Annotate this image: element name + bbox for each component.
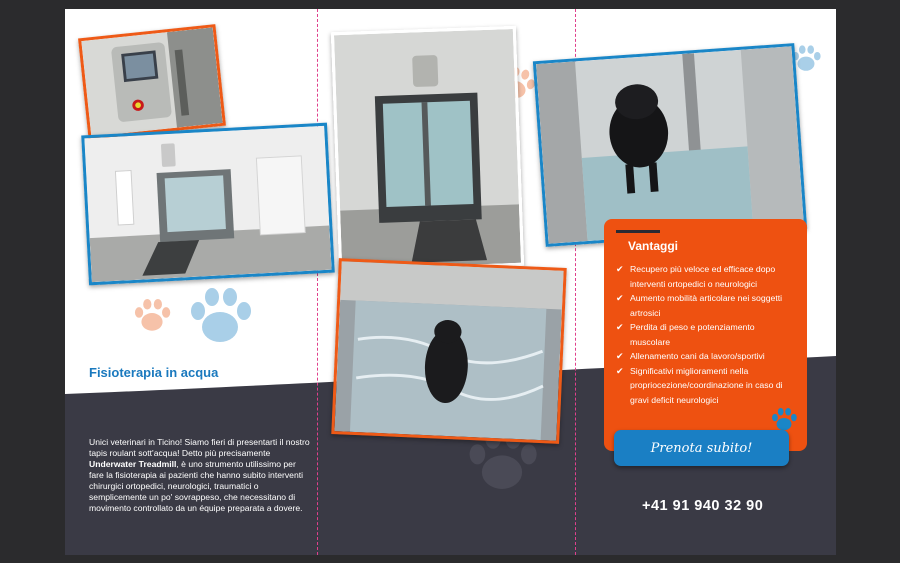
check-icon: ✔	[616, 293, 624, 303]
heading-accent-bar	[616, 230, 660, 233]
photo-treadmill-front	[331, 26, 524, 272]
intro-text-1: Unici veterinari in Ticino! Siamo fieri di presentarti il nostro tapis roulant sott'acqua! Detto più precisamente	[89, 437, 310, 458]
benefits-list	[616, 262, 795, 407]
intro-text-bold: Underwater Treadmill	[89, 459, 177, 469]
benefit-text: Allenamento cani da lavoro/sportivi	[630, 351, 765, 361]
list-item	[616, 320, 795, 349]
phone-number[interactable]: +41 91 940 32 90	[642, 498, 764, 514]
photo-dog-swimming	[331, 258, 566, 444]
check-icon: ✔	[616, 365, 624, 376]
brochure-sheet	[65, 9, 836, 555]
benefit-text: Aumento mobilità articolare nei soggetti artrosici	[630, 293, 783, 318]
list-item	[616, 262, 795, 291]
paw-icon	[186, 287, 254, 347]
book-now-button[interactable]: Prenota subito!	[614, 430, 789, 466]
benefit-text: Significativi miglioramenti nella propriocezione/coordinazione in caso di gravi deficit neurologici	[630, 365, 783, 405]
photo-control-panel	[78, 24, 226, 140]
benefits-heading: Vantaggi	[628, 239, 679, 253]
intro-text-2: , è uno strumento utilissimo per fare la fisioterapia ai pazienti che hanno subito interventi chirurgici ortopedici, neurologici, traumatici o semplicemente un po' sovrappeso, che necessitano di movimento controllato da un équipe preparata a dovere.	[89, 459, 304, 513]
list-item	[616, 349, 795, 364]
photo-dog-treadmill	[533, 43, 807, 247]
photo-treadmill-room	[81, 123, 335, 286]
check-icon: ✔	[616, 322, 624, 332]
paw-icon	[132, 298, 172, 334]
section-title: Fisioterapia in acqua	[89, 365, 219, 380]
benefit-text: Recupero più veloce ed efficace dopo interventi ortopedici o neurologici	[630, 264, 776, 289]
check-icon: ✔	[616, 351, 624, 361]
list-item	[616, 364, 795, 408]
intro-paragraph	[89, 437, 311, 514]
check-icon: ✔	[616, 264, 624, 274]
list-item	[616, 291, 795, 320]
fold-line-1	[317, 9, 318, 555]
benefit-text: Perdita di peso e potenziamento muscolare	[630, 322, 755, 347]
